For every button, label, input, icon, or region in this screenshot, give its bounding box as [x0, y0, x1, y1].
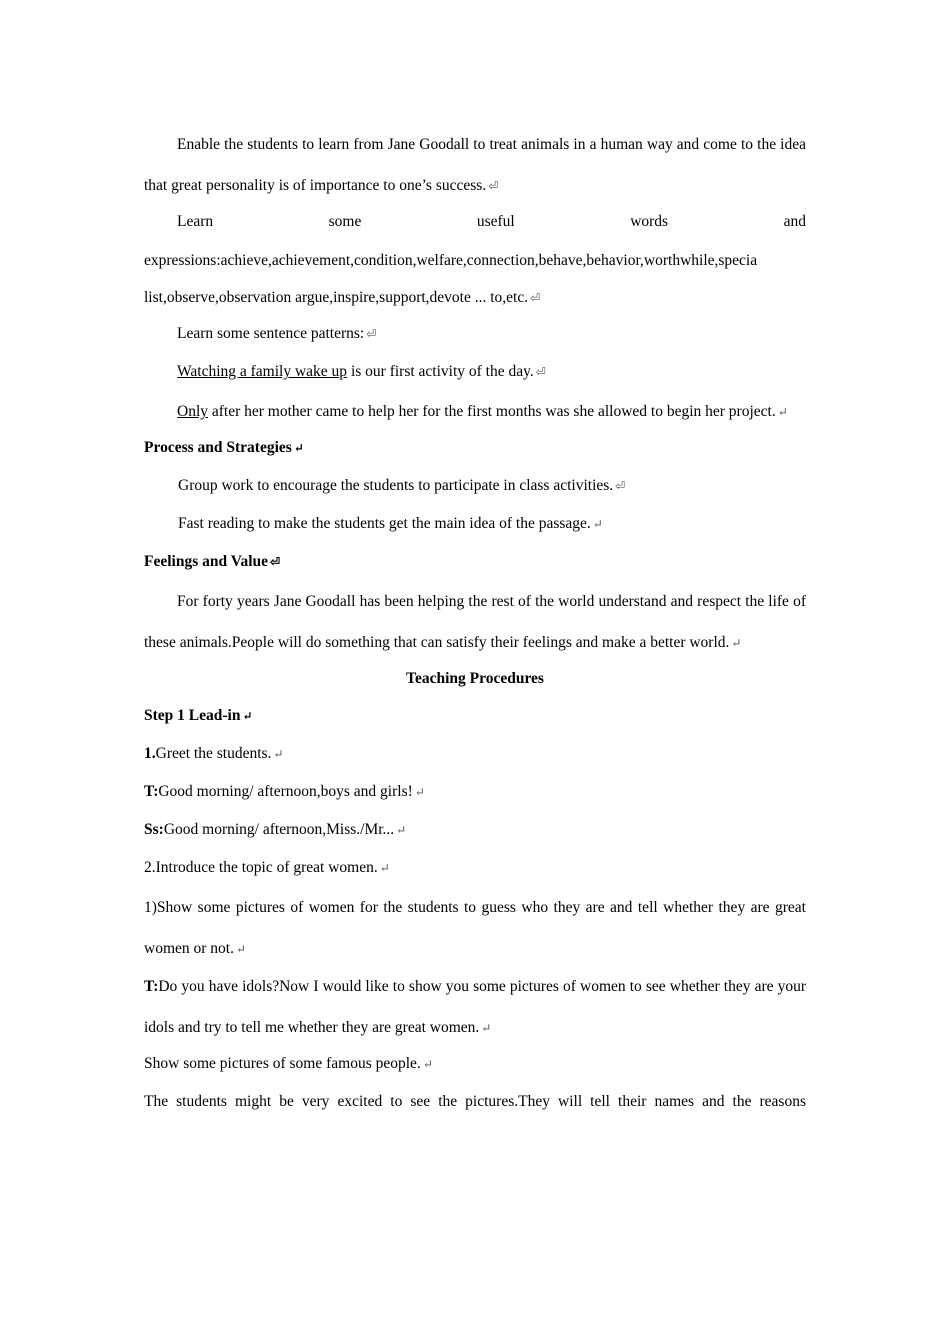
line-break-mark-icon: ↵: [592, 517, 603, 531]
line-break-mark-icon: ↵: [396, 823, 407, 837]
paragraph-mark-icon: ⏎: [270, 555, 281, 569]
process-item-1: [144, 467, 806, 505]
greet-line: [144, 735, 806, 773]
list-item: Fast reading to make the students get the main idea of the passage.: [178, 515, 591, 532]
word: Learn: [177, 213, 214, 230]
line-break-mark-icon: ↵: [777, 405, 788, 419]
underlined-word: Only: [177, 403, 208, 420]
aim-paragraph-2-line-2: [144, 240, 806, 281]
pattern-text: after her mother came to help her for the first months was she allowed to begin her project.: [208, 403, 776, 420]
line-break-mark-icon: ↵: [481, 1021, 492, 1035]
students-line: [144, 811, 806, 849]
item-number: 1.: [144, 745, 156, 762]
feelings-text: For forty years Jane Goodall has been helping the rest of the world understand and respect the life of these animals.People will do something that can satisfy their feelings and make a better world.: [144, 593, 806, 651]
show-famous-line: [144, 1045, 806, 1083]
feelings-heading: [144, 543, 806, 581]
paragraph-mark-icon: ⏎: [615, 479, 626, 493]
word: words: [630, 213, 669, 230]
introduce-text: 2.Introduce the topic of great women.: [144, 859, 378, 876]
word: some: [328, 213, 362, 230]
word: useful: [476, 213, 515, 230]
aim-text-1: Enable the students to learn from Jane Goodall to treat animals in a human way and come to the idea that great personality is of importance to one’s success.: [144, 136, 806, 194]
dialogue-text: Good morning/ afternoon,Miss./Mr...: [163, 821, 395, 838]
show-text: 1)Show some pictures of women for the students to guess who they are and tell whether they are great women or not.: [144, 899, 806, 957]
speaker-label: T:: [144, 783, 159, 800]
greet-text: Greet the students.: [155, 745, 272, 762]
document-body: [144, 124, 806, 1120]
introduce-line: [144, 849, 806, 887]
pattern-text: is our first activity of the day.: [347, 363, 534, 380]
speaker-label: Ss:: [144, 821, 164, 838]
line-break-mark-icon: ↵: [414, 785, 425, 799]
heading-text: Process and Strategies: [144, 439, 292, 456]
section-title: Teaching Procedures: [406, 670, 544, 687]
vocab-list-text-end: list,observe,observation argue,inspire,support,devote ... to,etc.: [144, 289, 529, 306]
paragraph-mark-icon: ⏎: [530, 291, 541, 305]
line-break-mark-icon: ↵: [242, 709, 253, 723]
process-heading: [144, 429, 806, 467]
paragraph-mark-icon: ⏎: [366, 327, 377, 341]
vocab-list-text: expressions:achieve,achievement,condition,welfare,connection,behave,behavior,worthwhile,specia: [144, 252, 758, 269]
word: and: [783, 213, 806, 230]
students-reaction-line: [144, 1083, 806, 1120]
line-break-mark-icon: ↵: [379, 861, 390, 875]
line-break-mark-icon: ↵: [235, 942, 247, 956]
pattern-example-2: [144, 391, 806, 433]
step-heading: [144, 697, 806, 735]
paragraph-mark-icon: ⏎: [535, 365, 546, 379]
dialogue-text: Do you have idols?Now I would like to show you some pictures of women to see whether they are your idols and try to tell me whether they are great women.: [144, 978, 806, 1036]
aim-paragraph-3: [144, 315, 806, 353]
sentence-patterns-label: Learn some sentence patterns:: [177, 325, 365, 342]
underlined-phrase: Watching a family wake up: [177, 363, 348, 380]
line-break-mark-icon: ↵: [273, 747, 284, 761]
students-reaction-text: The students might be very excited to see the pictures.They will tell their names and the reasons: [144, 1093, 806, 1110]
line-break-mark-icon: ↵: [293, 441, 304, 455]
heading-text: Feelings and Value: [144, 553, 269, 570]
teacher-idols-paragraph: [144, 966, 806, 1049]
feelings-paragraph: [144, 581, 806, 664]
aim-paragraph-2-first-line: [144, 203, 806, 240]
pattern-example-1: [144, 353, 806, 391]
heading-text: Step 1 Lead-in: [144, 707, 241, 724]
speaker-label: T:: [144, 978, 159, 995]
dialogue-text: Good morning/ afternoon,boys and girls!: [158, 783, 413, 800]
line-break-mark-icon: ↵: [731, 636, 742, 650]
process-item-2: [144, 505, 806, 543]
aim-paragraph-1: [144, 124, 806, 207]
paragraph-mark-icon: ⏎: [488, 179, 499, 193]
teacher-line: [144, 773, 806, 811]
list-item: Group work to encourage the students to participate in class activities.: [178, 477, 614, 494]
aim-paragraph-2-line-3: [144, 277, 806, 319]
line-break-mark-icon: ↵: [422, 1057, 433, 1071]
show-pictures-paragraph: [144, 887, 806, 970]
show-famous-text: Show some pictures of some famous people.: [144, 1055, 421, 1072]
